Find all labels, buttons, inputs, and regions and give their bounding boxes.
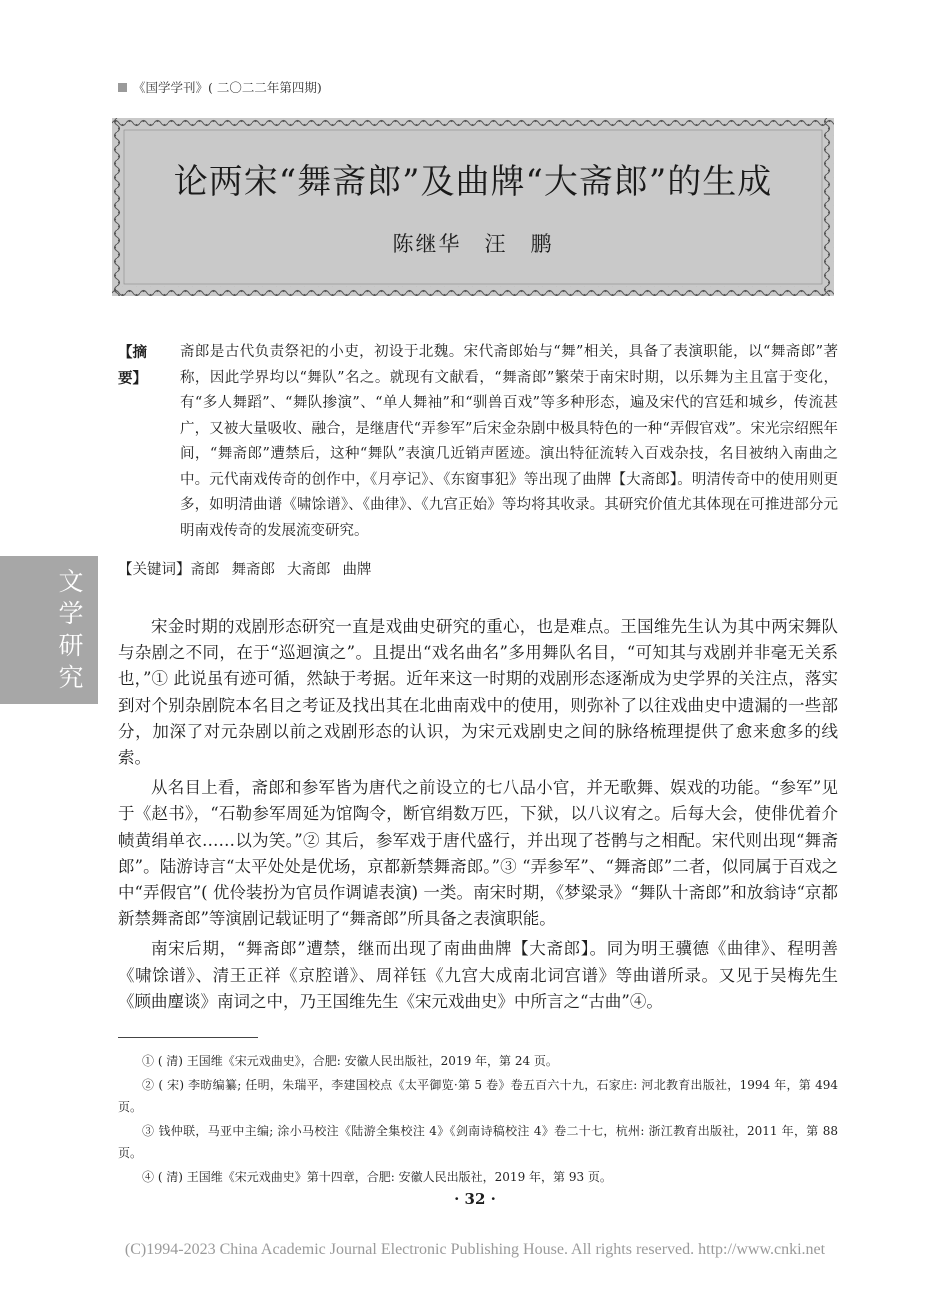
footnotes-block (118, 1050, 838, 1190)
journal-header (118, 78, 322, 96)
footnote-divider (118, 1037, 258, 1038)
footnote-item: ④ ( 清) 王国维《宋元戏曲史》第十四章，合肥: 安徽人民出版社，2019 年，第 93 页。 (142, 1170, 612, 1184)
keyword-item: 斋郎 (190, 562, 220, 578)
keyword-item: 曲牌 (342, 562, 372, 578)
section-tab-label: 文学研究 (58, 567, 84, 692)
square-bullet-icon (118, 83, 127, 92)
keyword-item: 舞斋郎 (231, 562, 275, 578)
section-tab (0, 556, 98, 704)
footnote-item: ③ 钱仲联，马亚中主编; 涂小马校注《陆游全集校注 4》《剑南诗稿校注 4》卷二十七，杭州: 浙江教育出版社，2011 年，第 88 页。 (118, 1124, 838, 1160)
abstract-block (118, 340, 838, 544)
body-paragraph: 从名目上看，斋郎和参军皆为唐代之前设立的七八品小官，并无歌舞、娱戏的功能。“参军”见于《赵书》，“石勒参军周延为馆陶令，断官绢数万匹，下狱，以八议宥之。后每大会，使俳优着介帻黄绢单衣……以为笑。”② 其后，参军戏于唐代盛行，并出现了苍鹘与之相配。宋代则出现“舞斋郎”。陆游诗言“太平处处是优场，京都新禁舞斋郎。”③ “弄参军”、“舞斋郎”二者，似同属于百戏之中“弄假官”( 优伶装扮为官员作调谑表演) 一类。南宋时期，《梦粱录》“舞队十斋郎”和放翁诗“京都新禁舞斋郎”等演剧记载证明了“舞斋郎”所具备之表演职能。 (118, 778, 838, 929)
footnote-item: ① ( 清) 王国维《宋元戏曲史》，合肥: 安徽人民出版社，2019 年，第 24 页。 (142, 1054, 558, 1068)
body-paragraph: 宋金时期的戏剧形态研究一直是戏曲史研究的重心，也是难点。王国维先生认为其中两宋舞队与杂剧之不同，在于“巡迴演之”。且提出“戏名曲名”多用舞队名目，“可知其与戏剧并非毫无关系也，”① 此说虽有迹可循，然缺于考据。近年来这一时期的戏剧形态逐渐成为史学界的关注点，落实到对个别杂剧院本名目之考证及找出其在北曲南戏中的使用，则弥补了以往戏曲史中遗漏的一些部分，加深了对元杂剧以前之戏剧形态的认识，为宋元戏剧史之间的脉络梳理提供了愈来愈多的线索。 (118, 617, 838, 768)
footnote-item: ② ( 宋) 李昉编纂; 任明，朱瑞平，李建国校点《太平御览·第 5 卷》卷五百六十九，石家庄: 河北教育出版社，1994 年，第 494 页。 (118, 1078, 838, 1114)
keywords-block (118, 558, 384, 579)
page-number: · 32 · (454, 1190, 496, 1208)
body-paragraph: 南宋后期，“舞斋郎”遭禁，继而出现了南曲曲牌【大斋郎】。同为明王骥德《曲律》、程明善《啸馀谱》、清王正祥《京腔谱》、周祥钰《九宫大成南北词宫谱》等曲谱所录。又见于吴梅先生《顾曲麈谈》南词之中，乃王国维先生《宋元戏曲史》中所言之“古曲”④。 (118, 939, 838, 1011)
decorative-border-icon (112, 118, 834, 296)
abstract-label: 【摘 要】 (118, 344, 162, 387)
copyright-notice: (C)1994-2023 China Academic Journal Electronic Publishing House. All rights reserved. http://www.cnki.net (124, 1241, 826, 1258)
article-authors: 陈继华 汪 鹏 (392, 232, 554, 256)
keyword-item: 大斋郎 (287, 562, 331, 578)
title-frame (112, 118, 834, 296)
journal-header-text: 《国学学刊》( 二〇二二年第四期) (133, 80, 322, 95)
article-title: 论两宋“舞斋郎”及曲牌“大斋郎”的生成 (173, 162, 773, 202)
keywords-label: 【关键词】 (118, 562, 191, 578)
article-body (118, 614, 838, 1015)
abstract-text: 斋郎是古代负责祭祀的小吏，初设于北魏。宋代斋郎始与“舞”相关，具备了表演职能，以“舞斋郎”著称，因此学界均以“舞队”名之。就现有文献看，“舞斋郎”繁荣于南宋时期，以乐舞为主且富于变化，有“多人舞蹈”、“舞队掺演”、“单人舞袖”和“驯兽百戏”等多种形态，遍及宋代的宫廷和城乡，传流甚广，又被大量吸收、融合，是继唐代“弄参军”后宋金杂剧中极具特色的一种“弄假官戏”。宋光宗绍熙年间，“舞斋郎”遭禁后，这种“舞队”表演几近销声匿迹。演出特征流转入百戏杂技，名目被纳入南曲之中。元代南戏传奇的创作中，《月亭记》、《东窗事犯》等出现了曲牌【大斋郎】。明清传奇中的使用则更多，如明清曲谱《啸馀谱》、《曲律》、《九宫正始》等均将其收录。其研究价值尤其体现在可推进部分元明南戏传奇的发展流变研究。 (180, 344, 838, 539)
